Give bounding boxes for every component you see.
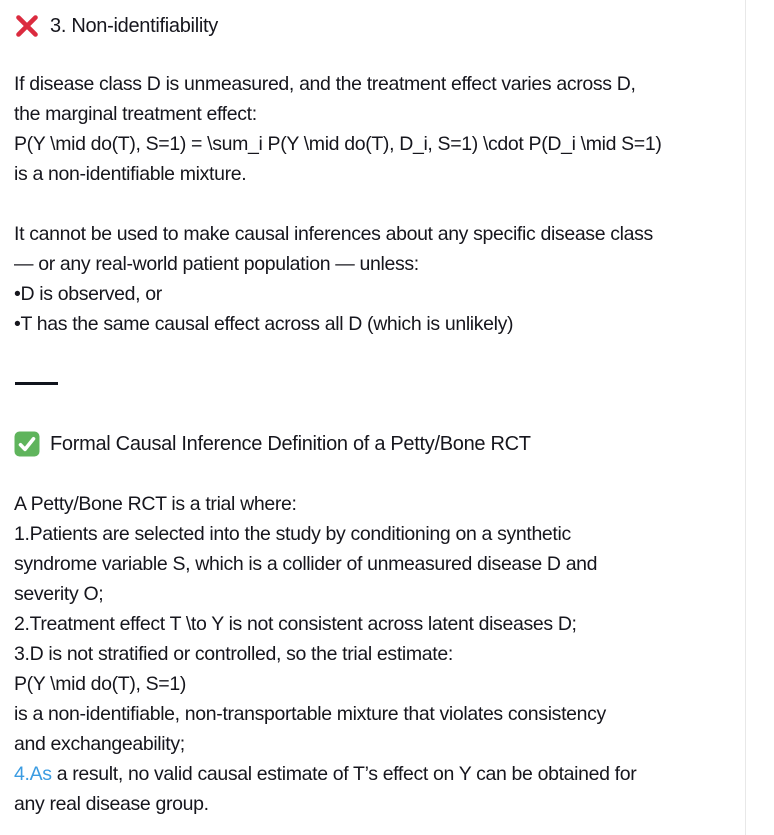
numbered-item-line: 1.Patients are selected into the study by conditioning on a synthetic — [14, 523, 571, 545]
paragraph-causal-inference-limits — [14, 219, 740, 339]
paragraph-line: and exchangeability; — [14, 733, 185, 755]
paragraph-line: If disease class D is unmeasured, and the treatment effect varies across D, — [14, 73, 636, 95]
red-cross-icon — [14, 13, 40, 39]
numbered-item-line: 3.D is not stratified or controlled, so the trial estimate: — [14, 643, 453, 665]
paragraph-line: It cannot be used to make causal inferences about any specific disease class — [14, 223, 653, 245]
section-heading-non-identifiability — [14, 12, 740, 40]
item-4-text: a result, no valid causal estimate of T’s effect on Y can be obtained for — [51, 763, 637, 785]
paragraph-rct-definition — [14, 489, 740, 819]
bullet-line: •T has the same causal effect across all D (which is unlikely) — [14, 313, 514, 335]
green-check-icon — [14, 431, 40, 457]
paragraph-line: — or any real-world patient population — unless: — [14, 253, 419, 275]
paragraph-line: any real disease group. — [14, 793, 209, 815]
section-heading-formal-definition — [14, 430, 740, 458]
formula-line: P(Y \mid do(T), S=1) = \sum_i P(Y \mid do(T), D_i, S=1) \cdot P(D_i \mid S=1) — [14, 133, 662, 155]
paragraph-line: is a non-identifiable mixture. — [14, 163, 247, 185]
numbered-item-line — [14, 759, 740, 789]
bullet-line: •D is observed, or — [14, 283, 162, 305]
right-border-line — [745, 0, 746, 835]
paragraph-line: syndrome variable S, which is a collider of unmeasured disease D and — [14, 553, 598, 575]
section-title: 3. Non-identifiability — [50, 14, 218, 37]
paragraph-line: the marginal treatment effect: — [14, 103, 257, 125]
paragraph-marginal-effect — [14, 69, 740, 189]
paragraph-line: is a non-identifiable, non-transportable mixture that violates consistency — [14, 703, 606, 725]
section-divider — [15, 382, 58, 385]
formula-line: P(Y \mid do(T), S=1) — [14, 673, 186, 695]
item-4-link[interactable]: 4.As — [14, 763, 52, 785]
paragraph-line: A Petty/Bone RCT is a trial where: — [14, 493, 297, 515]
numbered-item-line: 2.Treatment effect T \to Y is not consistent across latent diseases D; — [14, 613, 577, 635]
section-title: Formal Causal Inference Definition of a Petty/Bone RCT — [50, 432, 531, 455]
paragraph-line: severity O; — [14, 583, 104, 605]
